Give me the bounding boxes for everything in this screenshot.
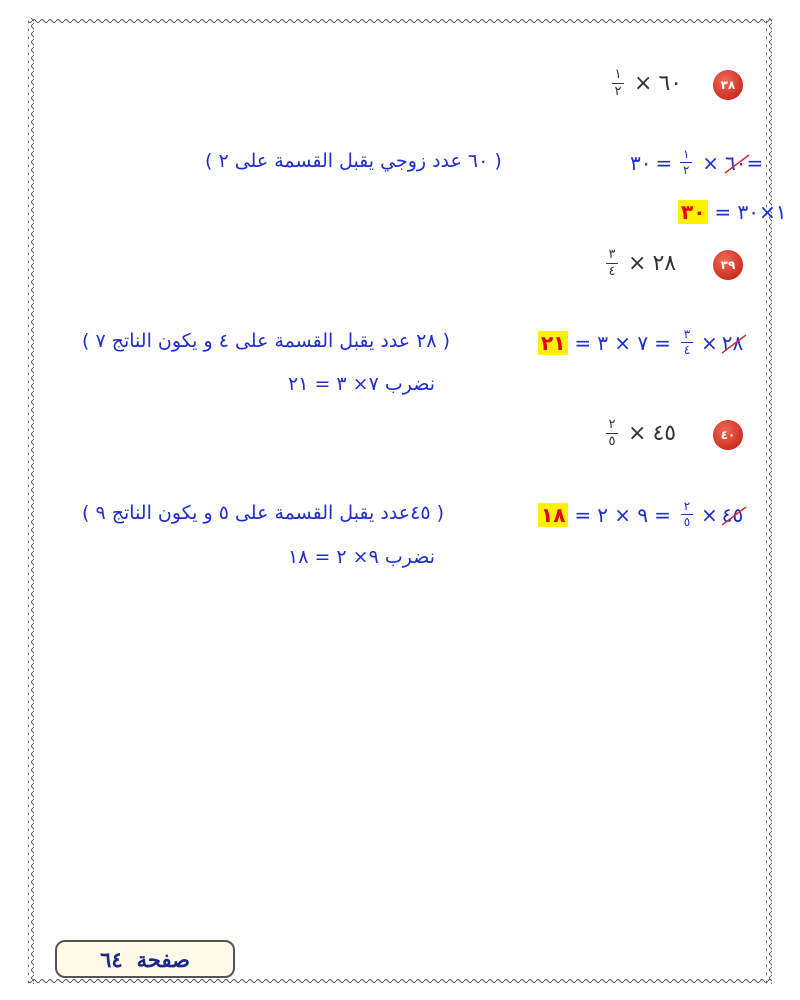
fraction: [606, 418, 618, 449]
whole-number: ٤٥: [652, 421, 677, 446]
worked-solution: ٣٠ = $\frac{١}{٢}$ × ٦٠ =: [630, 147, 764, 177]
numerator: ١: [683, 147, 690, 161]
denominator: ٥: [683, 515, 691, 529]
whole-number-crossed: ٢٨: [722, 331, 743, 355]
problem-number-badge: [713, 70, 743, 100]
times-sign: ×: [634, 71, 653, 96]
whole-number: ٢٨: [652, 251, 677, 276]
numerator: ٣: [683, 327, 691, 341]
fraction: [612, 68, 624, 99]
times-sign: ×: [628, 421, 647, 446]
answer-highlight: ٣٠: [678, 200, 708, 224]
problem-expression: [602, 248, 676, 279]
problem-number-badge: [713, 420, 743, 450]
whole-number: ٦٠: [658, 71, 683, 96]
partial-product: ٩ × ٢: [597, 502, 649, 527]
denominator: ٤: [683, 343, 691, 357]
explanation-note: ( ٦٠ عدد زوجي يقبل القسمة على ٢ ): [205, 150, 502, 172]
explanation-note: ( ٢٨ عدد يقبل القسمة على ٤ و يكون الناتج ٧ ): [82, 330, 451, 352]
problem-expression: [602, 418, 676, 449]
whole-number-crossed: ٦٠: [725, 151, 746, 175]
page-number-box: [55, 940, 235, 978]
worked-solution: ٢١ = ٧ × ٣ = $\frac{٣}{٤}$ × ٢٨: [538, 328, 743, 357]
times-sign: ×: [628, 251, 647, 276]
worked-solution: ١٨ = ٩ × ٢ = $\frac{٢}{٥}$ × ٤٥: [538, 500, 743, 529]
check-expression: = ١×٣٠: [714, 200, 787, 224]
partial-product: ٧ × ٣: [597, 330, 649, 355]
fraction: [681, 328, 693, 357]
page-number: ٦٤: [100, 946, 123, 972]
numerator: ٢: [683, 499, 691, 513]
answer-highlight: ٢١: [538, 331, 568, 355]
fraction: [606, 248, 618, 279]
fraction: [681, 500, 693, 529]
check-line: [678, 200, 787, 224]
result-value: ٣٠: [630, 150, 652, 175]
problem-number: ٤٠: [720, 428, 736, 442]
fraction: [680, 148, 692, 177]
denominator: ٢: [683, 163, 690, 177]
problem-expression: [608, 68, 682, 99]
multiplication-step: نضرب ٩× ٢ = ١٨: [288, 546, 436, 568]
problem-number: ٣٩: [720, 258, 736, 272]
page-label: صفحة: [136, 946, 190, 972]
problem-number: ٣٨: [720, 78, 736, 92]
numerator: ١: [614, 67, 622, 82]
strike-mark: [720, 333, 748, 355]
problem-number-badge: [713, 250, 743, 280]
strike-mark: [720, 505, 748, 527]
numerator: ٣: [608, 247, 616, 262]
strike-mark: [723, 153, 751, 175]
whole-number-crossed: ٤٥: [722, 503, 743, 527]
denominator: ٢: [614, 84, 622, 99]
denominator: ٥: [608, 434, 616, 449]
denominator: ٤: [608, 264, 616, 279]
numerator: ٢: [608, 417, 616, 432]
answer-highlight: ١٨: [538, 503, 568, 527]
multiplication-step: نضرب ٧× ٣ = ٢١: [288, 373, 436, 395]
explanation-note: ( ٤٥عدد يقبل القسمة على ٥ و يكون الناتج ٩ ): [82, 502, 445, 524]
